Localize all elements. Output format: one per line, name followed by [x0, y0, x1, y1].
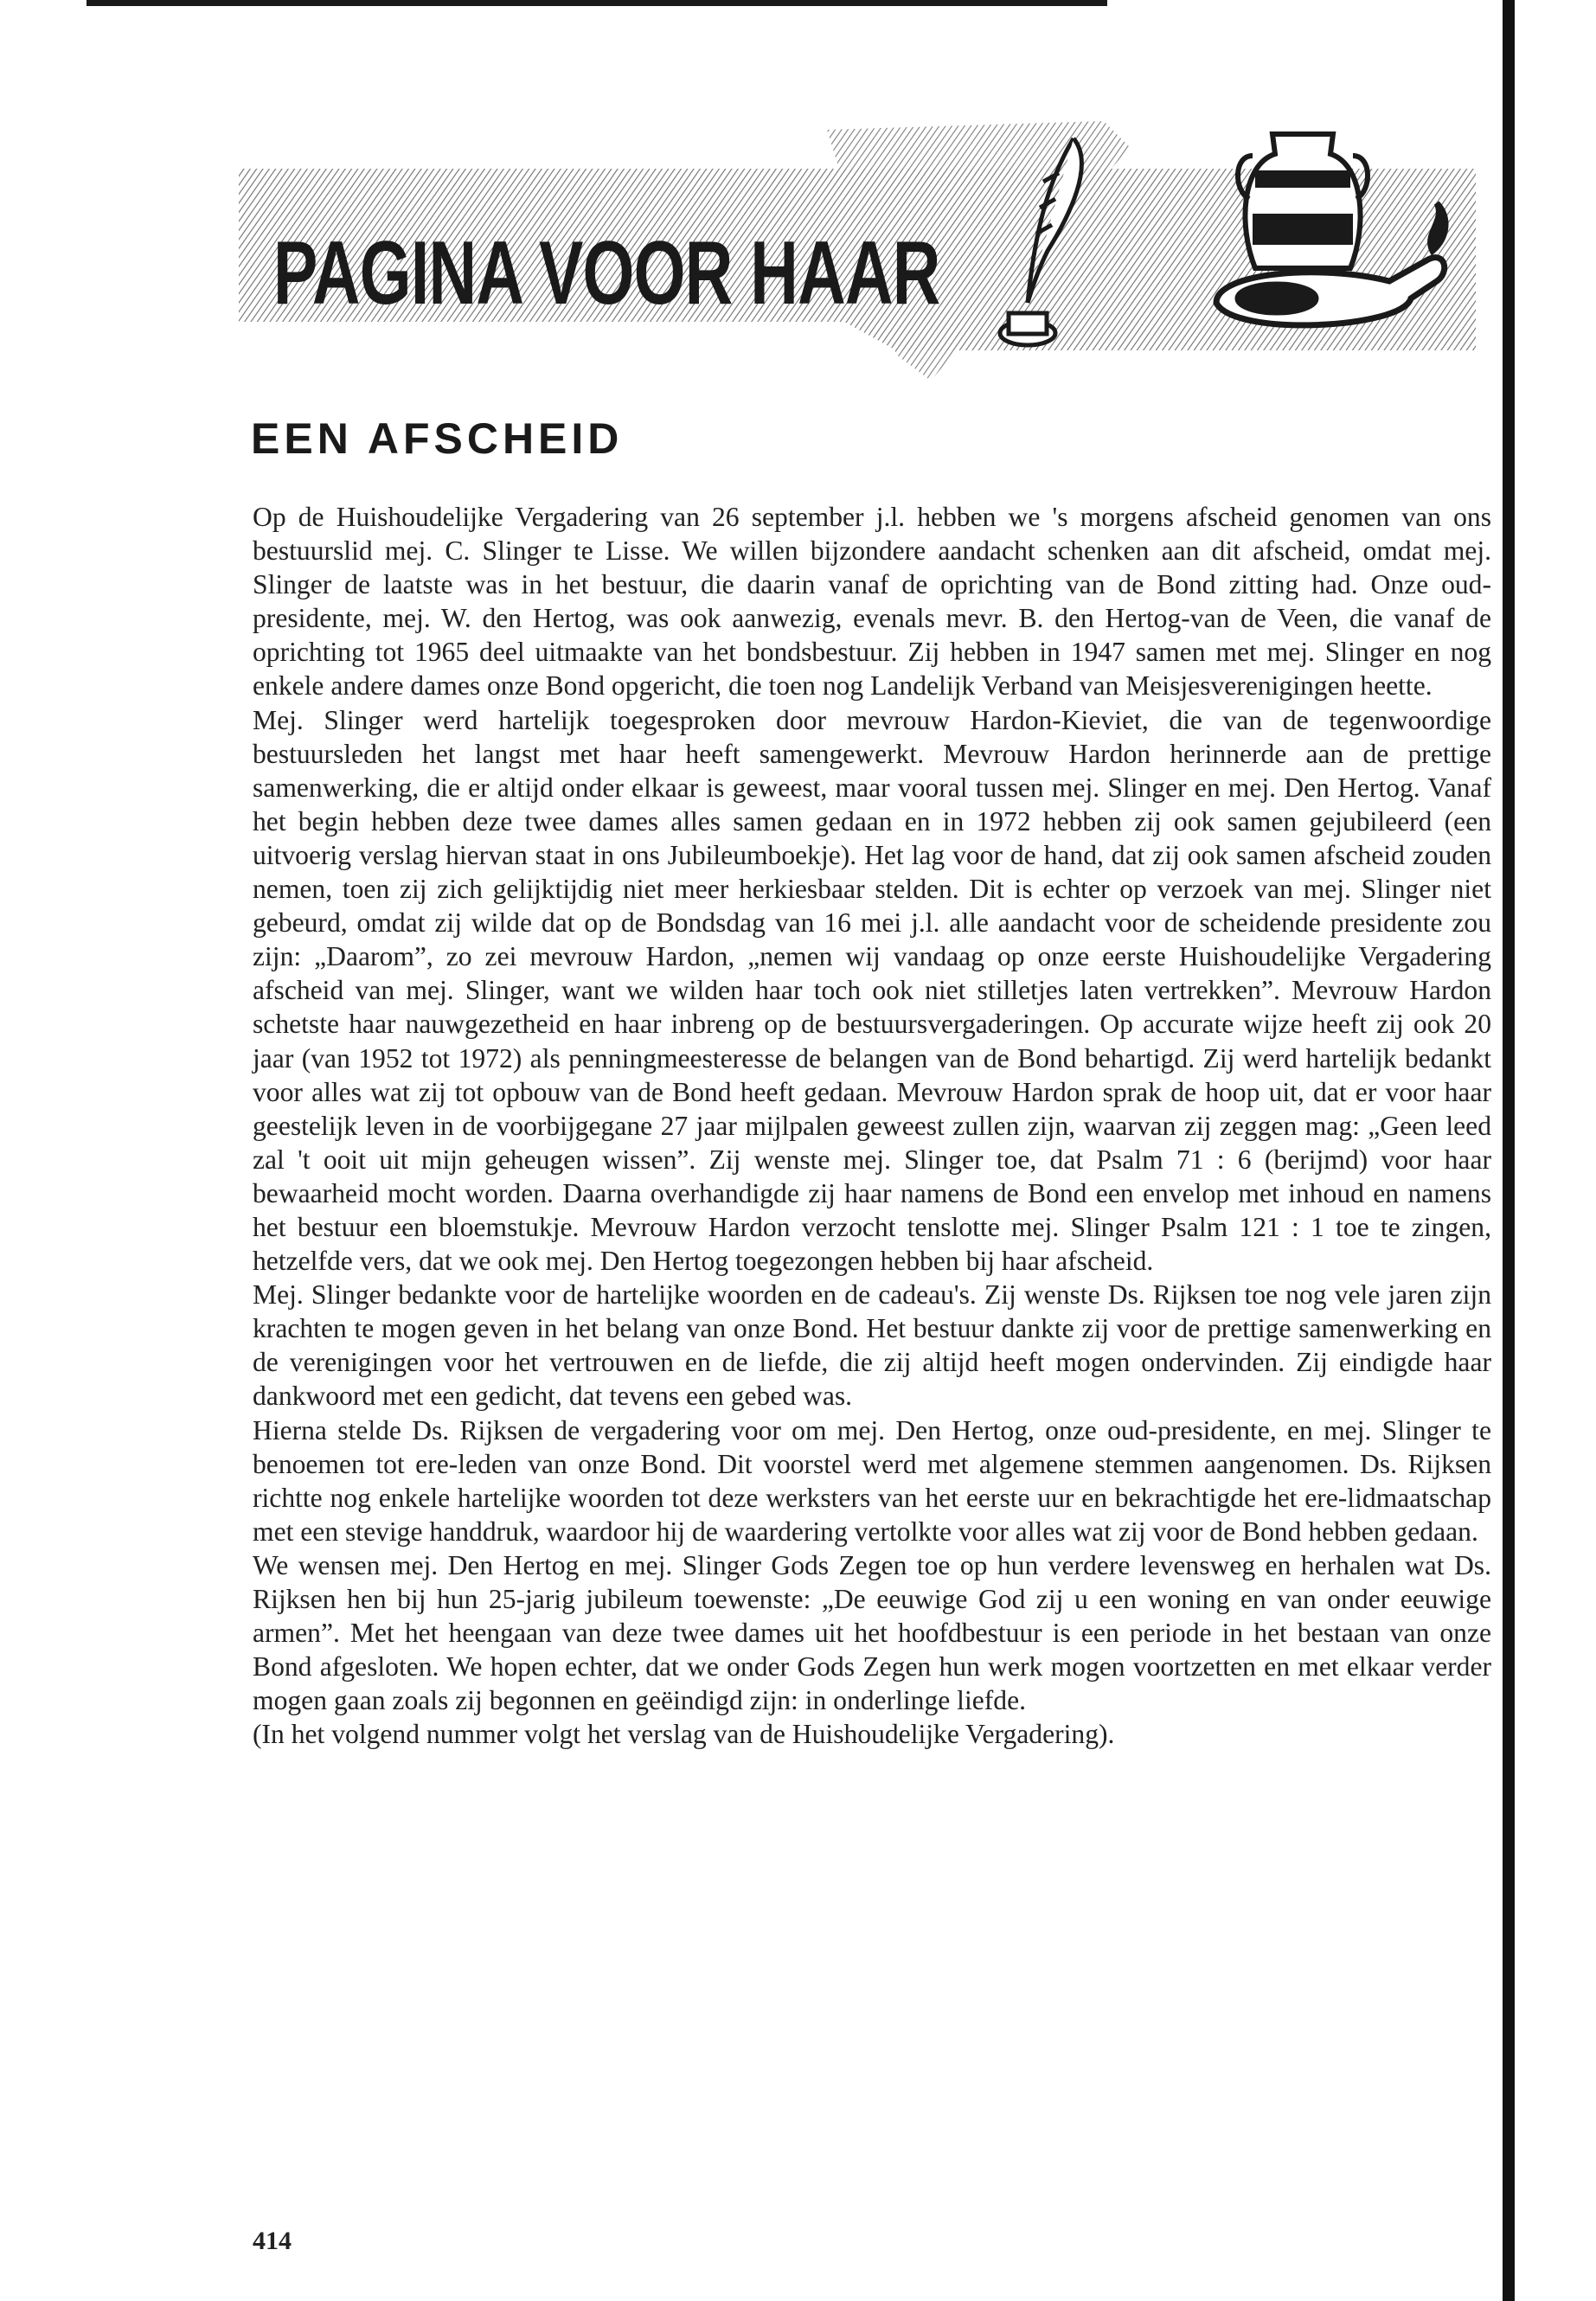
- page-number: 414: [253, 2227, 292, 2255]
- top-edge-rule: [87, 0, 1107, 6]
- banner-title: PAGINA VOOR HAAR: [273, 223, 940, 324]
- inkwell-icon: [1000, 313, 1055, 345]
- article-body: [253, 500, 1491, 1751]
- vase-icon: [1238, 134, 1368, 268]
- article-title: EEN AFSCHEID: [251, 414, 624, 463]
- article-paragraph: (In het volgend nummer volgt het verslag van de Huishoudelijke Vergadering).: [253, 1719, 1115, 1750]
- article-paragraph: Mej. Slinger bedankte voor de hartelijke woorden en de cadeau's. Zij wenste Ds. Rijksen toe nog vele jaren zijn krachten te mogen geven in het belang van onze Bond. Het bestuur dankte zij voor de prettige samenwerking en de verenigingen voor het vertrouwen en de liefde, die zij altijd heeft mogen ondervinden. Zij eindigde haar dankwoord met een gedicht, dat tevens een gebed was.: [253, 1279, 1491, 1412]
- article-paragraph: Hierna stelde Ds. Rijksen de vergadering voor om mej. Den Hertog, onze oud-presidente, en mej. Slinger te benoemen tot ere-leden van onze Bond. Dit voorstel werd met algemene stemmen aangenomen. Ds. Rijksen richtte nog enkele hartelijke woorden tot deze werksters van het eerste uur en bekrachtigde het ere-lidmaatschap met een stevige handdruk, waardoor hij de waardering vertolkte voor alles wat zij voor de Bond hebben gedaan.: [253, 1414, 1491, 1547]
- article-paragraph: Mej. Slinger werd hartelijk toegesproken door mevrouw Hardon-Kieviet, die van de tegenwoordige bestuursleden het langst met haar heeft samengewerkt. Mevrouw Hardon herinnerde aan de prettige samenwerking, die er altijd onder elkaar is geweest, maar vooral tussen mej. Slinger en mej. Den Hertog. Vanaf het begin hebben deze twee dames alles samen gedaan en in 1972 hebben zij ook samen gejubileerd (een uitvoerig verslag hiervan staat in ons Jubileumboekje). Het lag voor de hand, dat zij ook samen afscheid zouden nemen, toen zij zich gelijktijdig niet meer herkiesbaar stelden. Dit is echter op verzoek van mej. Slinger niet gebeurd, omdat zij wilde dat op de Bondsdag van 16 mei j.l. alle aandacht voor de scheidende presidente zou zijn: „Daarom”, zo zei mevrouw Hardon, „nemen wij vandaag op onze eerste Huishoudelijke Vergadering afscheid van mej. Slinger, want we wilden haar toch ook niet stilletjes laten vertrekken”. Mevrouw Hardon schetste haar nauwgezetheid en haar inbreng op de bestuursvergaderingen. Op accurate wijze heeft zij ook 20 jaar (van 1952 tot 1972) als penningmeesteresse de belangen van de Bond behartigd. Zij werd hartelijk bedankt voor alles wat zij tot opbouw van de Bond heeft gedaan. Mevrouw Hardon sprak de hoop uit, dat er voor haar geestelijk leven in de voorbijgegane 27 jaar mijlpalen geweest zullen zijn, waarvan zij zeggen mag: „Geen leed zal 't ooit uit mijn geheugen wissen”. Zij wenste mej. Slinger toe, dat Psalm 71 : 6 (berijmd) voor haar bewaarheid mocht worden. Daarna overhandigde zij haar namens de Bond een envelop met inhoud en namens het bestuur een bloemstukje. Mevrouw Hardon verzocht tenslotte mej. Slinger Psalm 121 : 1 toe te zingen, hetzelfde vers, dat we ook mej. Den Hertog toegezongen hebben bij haar afscheid.: [253, 704, 1491, 1277]
- section-banner: [239, 121, 1476, 381]
- article-paragraph: We wensen mej. Den Hertog en mej. Slinger Gods Zegen toe op hun verdere levensweg en herhalen wat Ds. Rijksen hen bij hun 25-jarig jubileum toewenste: „De eeuwige God zij u een woning en van onder eeuwige armen”. Met het heengaan van deze twee dames uit het hoofdbestuur is een periode in het bestaan van onze Bond afgesloten. We hopen echter, dat we onder Gods Zegen hun werk mogen voortzetten en met elkaar verder mogen gaan zoals zij begonnen en geëindigd zijn: in onderlinge liefde.: [253, 1549, 1491, 1716]
- article-paragraph: Op de Huishoudelijke Vergadering van 26 september j.l. hebben we 's morgens afscheid genomen van ons bestuurslid mej. C. Slinger te Lisse. We willen bijzondere aandacht schenken aan dit afscheid, omdat mej. Slinger de laatste was in het bestuur, die daarin vanaf de oprichting van de Bond zitting had. Onze oud-presidente, mej. W. den Hertog, was ook aanwezig, evenals mevr. B. den Hertog-van de Veen, die vanaf de oprichting tot 1965 deel uitmaakte van het bondsbestuur. Zij hebben in 1947 samen met mej. Slinger en nog enkele andere dames onze Bond opgericht, die toen nog Landelijk Verband van Meisjesverenigingen heette.: [253, 502, 1491, 702]
- page-edge-shadow: [1503, 0, 1515, 2301]
